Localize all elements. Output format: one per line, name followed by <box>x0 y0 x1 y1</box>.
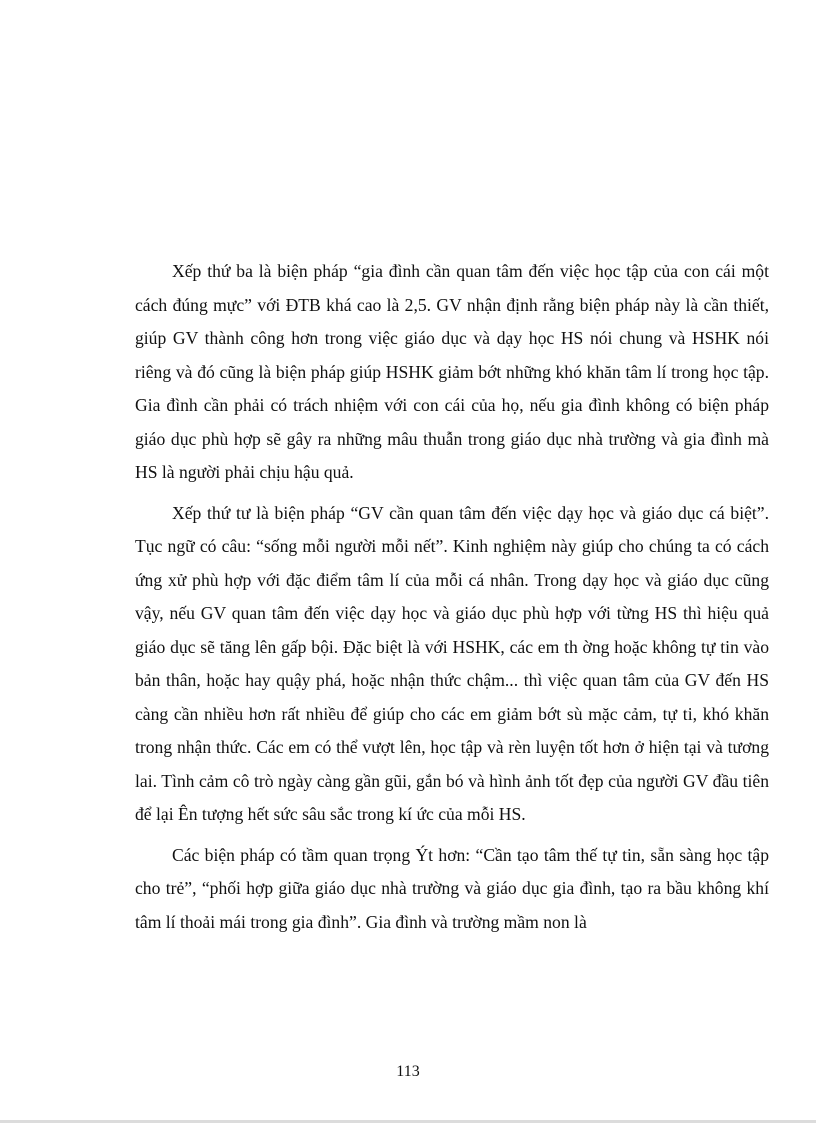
paragraph-2: Xếp thứ tư là biện pháp “GV cần quan tâm đến việc dạy học và giáo dục cá biệt”. Tục ngữ có câu: “sống mỗi người mỗi nết”. Kinh nghiệm này giúp cho chúng ta có cách ứng xử phù hợp với đặc điểm tâm lí của mỗi cá nhân. Trong dạy học và giáo dục cũng vậy, nếu GV quan tâm đến việc dạy học và giáo dục phù hợp với từng HS thì hiệu quả giáo dục sẽ tăng lên gấp bội. Đặc biệt là với HSHK, các em th ờng hoặc không tự tin vào bản thân, hoặc hay quậy phá, hoặc nhận thức chậm... thì việc quan tâm của GV đến HS càng cần nhiều hơn rất nhiều để giúp cho các em giảm bớt sù mặc cảm, tự ti, khó khăn trong nhận thức. Các em có thể vượt lên, học tập và rèn luyện tốt hơn ở hiện tại và tương lai. Tình cảm cô trò ngày càng gần gũi, gắn bó và hình ảnh tốt đẹp của người GV đầu tiên để lại Ên tượng hết sức sâu sắc trong kí ức của mỗi HS. <box>135 502 769 824</box>
paragraph-1: Xếp thứ ba là biện pháp “gia đình cần quan tâm đến việc học tập của con cái một cách đúng mực” với ĐTB khá cao là 2,5. GV nhận định rằng biện pháp này là cần thiết, giúp GV thành công hơn trong việc giáo dục và dạy học HS nói chung và HSHK nói riêng và đó cũng là biện pháp giúp HSHK giảm bớt những khó khăn tâm lí trong học tập. Gia đình cần phải có trách nhiệm với con cái của họ, nếu gia đình không có biện pháp giáo dục phù hợp sẽ gây ra những mâu thuẫn trong giáo dục nhà trường và gia đình mà HS là người phải chịu hậu quả. <box>135 261 769 482</box>
page-number: 113 <box>396 1063 420 1080</box>
body-text <box>135 255 769 939</box>
paragraph-3: Các biện pháp có tầm quan trọng Ýt hơn: “Cần tạo tâm thế tự tin, sẵn sàng học tập cho trẻ”, “phối hợp giữa giáo dục nhà trường và giáo dục gia đình, tạo ra bầu không khí tâm lí thoải mái trong gia đình”. Gia đình và trường mầm non là <box>135 844 769 932</box>
